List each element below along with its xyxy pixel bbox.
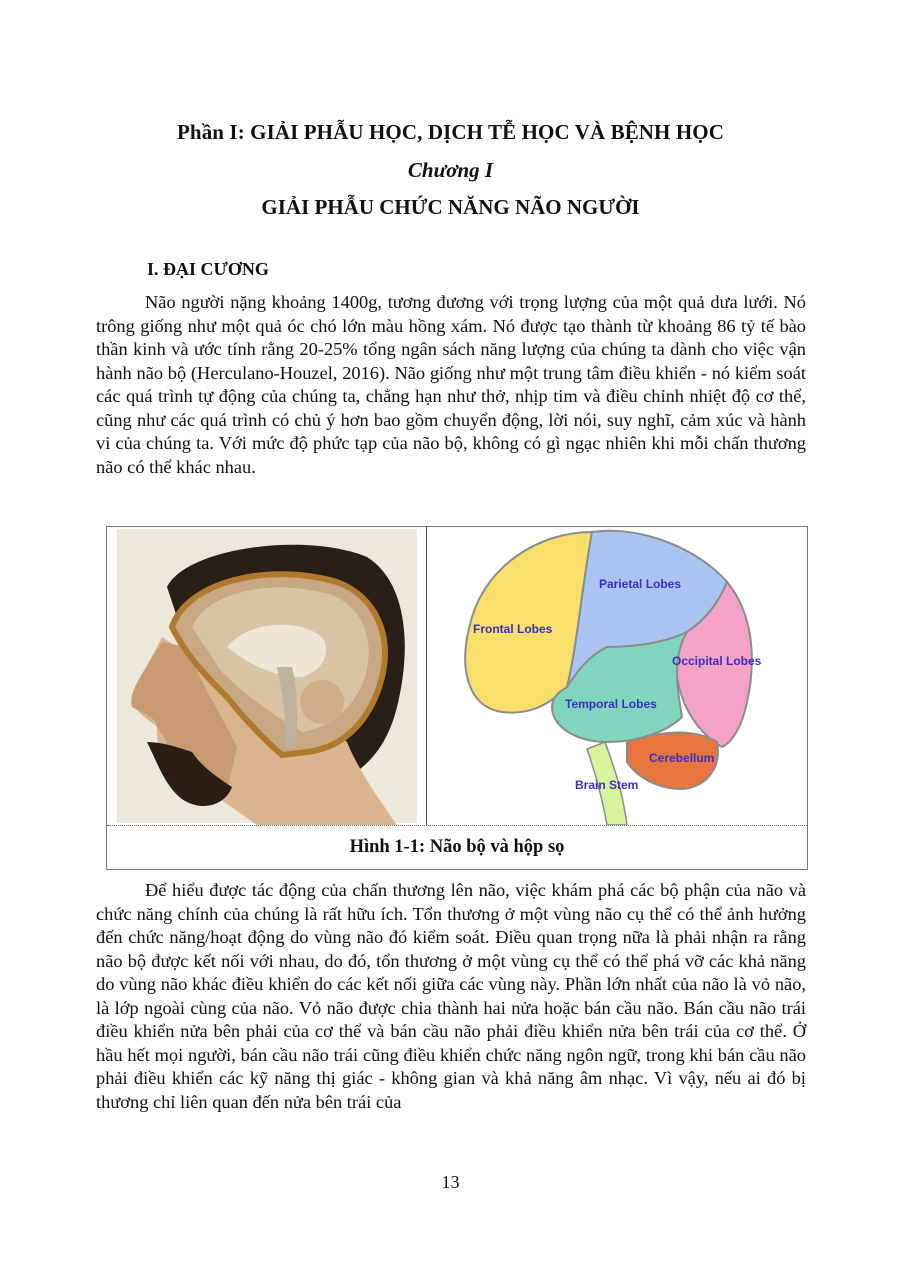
section-heading: I. ĐẠI CƯƠNG bbox=[147, 259, 269, 279]
label-occipital-lobes: Occipital Lobes bbox=[672, 654, 762, 668]
figure-divider bbox=[107, 825, 807, 826]
brain-lobes-diagram bbox=[427, 527, 807, 825]
label-cerebellum: Cerebellum bbox=[649, 751, 715, 765]
label-frontal-lobes: Frontal Lobes bbox=[473, 622, 553, 636]
label-brain-stem: Brain Stem bbox=[575, 778, 639, 792]
page-number: 13 bbox=[441, 1172, 460, 1192]
label-temporal-lobes: Temporal Lobes bbox=[565, 697, 657, 711]
sagittal-head-image bbox=[107, 527, 427, 825]
chapter-title: GIẢI PHẪU CHỨC NĂNG NÃO NGƯỜI bbox=[261, 195, 640, 219]
part-title: Phần I: GIẢI PHẪU HỌC, DỊCH TỄ HỌC VÀ BỆNH HỌC bbox=[177, 120, 724, 144]
chapter-label: Chương I bbox=[407, 158, 494, 182]
figure-caption: Hình 1-1: Não bộ và hộp sọ bbox=[349, 837, 565, 857]
label-parietal-lobes: Parietal Lobes bbox=[599, 577, 682, 591]
paragraph-intro: Não người nặng khoảng 1400g, tương đương với trọng lượng của một quả dưa lưới. Nó trông giống như một quả óc chó lớn màu hồng xám. Nó được tạo thành từ khoảng 86 tỷ tế bào thần kinh và ước tính rằng 20-25% tổng ngân sách năng lượng của chúng ta dành cho việc vận hành não bộ (Herculano-Houzel, 2016). Não giống như một trung tâm điều khiển - nó kiểm soát các quá trình tự động của chúng ta, chẳng hạn như thở, nhịp tim và điều chỉnh nhiệt độ cơ thể, cũng như các quá trình có chủ ý hơn bao gồm chuyển động, lời nói, suy nghĩ, cảm xúc và hành vi của chúng ta. Với mức độ phức tạp của não bộ, không có gì ngạc nhiên khi mỗi chấn thương não có thể khác nhau. bbox=[96, 292, 806, 477]
paragraph-brain-parts: Để hiểu được tác động của chấn thương lên não, việc khám phá các bộ phận của não và chức năng chính của chúng là rất hữu ích. Tổn thương ở một vùng não cụ thể có thể ảnh hưởng đến chức năng/hoạt động do vùng não đó kiểm soát. Điều quan trọng nữa là phải nhận ra rằng não bộ được kết nối với nhau, do đó, tổn thương ở một vùng cụ thể có thể phá vỡ các khả năng do vùng não khác điều khiển do các kết nối giữa các vùng này. Phần lớn nhất của não là vỏ não, là lớp ngoài cùng của não. Vỏ não được chia thành hai nửa hoặc bán cầu não. Bán cầu não trái điều khiển nửa bên phải của cơ thể và bán cầu não phải điều khiển nửa bên trái của cơ thể. Ở hầu hết mọi người, bán cầu não trái cũng điều khiển chức năng ngôn ngữ, trong khi bán cầu não phải điều khiển các kỹ năng thị giác - không gian và khả năng âm nhạc. Vì vậy, nếu ai đó bị thương chỉ liên quan đến nửa bên trái của bbox=[96, 880, 806, 1112]
figure-brain-skull bbox=[106, 526, 808, 870]
head-illustration-icon bbox=[107, 527, 427, 825]
